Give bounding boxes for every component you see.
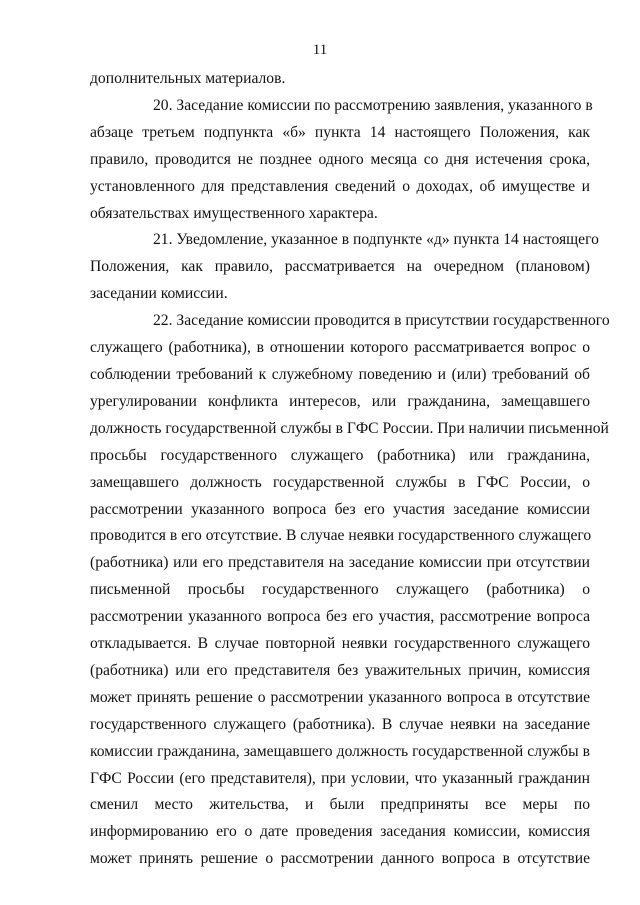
document-body [90, 66, 610, 873]
text-line: должность государственной службы в ГФС России. При наличии письменной [90, 419, 609, 437]
text-line: может принять решение о рассмотрении указанного вопроса в отсутствие [90, 688, 590, 706]
text-line: информированию его о дате проведения заседания комиссии, комиссия [90, 823, 590, 841]
text-line: замещавшего должность государственной службы в ГФС России, о [90, 473, 590, 491]
text-line: рассмотрении указанного вопроса без его участия, рассмотрение вопроса [90, 608, 590, 626]
text-line: 20. Заседание комиссии по рассмотрению заявления, указанного в [153, 96, 593, 114]
text-line: 21. Уведомление, указанное в подпункте «д» пункта 14 настоящего [153, 231, 599, 249]
text-line: дополнительных материалов. [90, 70, 286, 87]
text-line: соблюдении требований к служебному поведению и (или) требований об [90, 365, 590, 383]
text-line: установленного для представления сведений о доходах, об имуществе и [90, 177, 590, 195]
text-line: урегулировании конфликта интересов, или гражданина, замещавшего [90, 392, 590, 410]
paragraph-20 [90, 93, 593, 228]
text-line: может принять решение о рассмотрении данного вопроса в отсутствие [90, 850, 590, 868]
paragraph-21 [90, 227, 599, 308]
text-line: заседании комиссии. [90, 285, 228, 303]
paragraph-continuation [90, 66, 590, 93]
text-line: комиссии гражданина, замещавшего должность государственной службы в [90, 742, 590, 760]
page-number: 11 [312, 42, 328, 58]
text-line: сменил место жительства, и были предприняты все меры по [90, 796, 590, 814]
text-line: ГФС России (его представителя), при условии, что указанный гражданин [90, 769, 590, 787]
text-line: письменной просьбы государственного служащего (работника) о [90, 581, 590, 599]
text-line: (работника) или его представителя без уважительных причин, комиссия [90, 661, 590, 679]
text-line: Положения, как правило, рассматривается на очередном (плановом) [90, 258, 590, 276]
paragraph-22 [90, 308, 610, 873]
text-line: абзаце третьем подпункта «б» пункта 14 настоящего Положения, как [90, 123, 590, 141]
text-line: просьбы государственного служащего (работника) или гражданина, [90, 446, 590, 464]
text-line: служащего (работника), в отношении которого рассматривается вопрос о [90, 339, 590, 357]
text-line: рассмотрении указанного вопроса без его участия заседание комиссии [90, 500, 590, 518]
text-line: 22. Заседание комиссии проводится в присутствии государственного [153, 312, 610, 330]
text-line: откладывается. В случае повторной неявки государственного служащего [90, 635, 590, 653]
text-line: проводится в его отсутствие. В случае неявки государственного служащего [90, 527, 592, 545]
text-line: (работника) или его представителя на заседание комиссии при отсутствии [90, 554, 590, 572]
text-line: государственного служащего (работника). В случае неявки на заседание [90, 715, 590, 733]
text-line: правило, проводится не позднее одного месяца со дня истечения срока, [90, 150, 590, 168]
text-line: обязательствах имущественного характера. [90, 204, 378, 222]
